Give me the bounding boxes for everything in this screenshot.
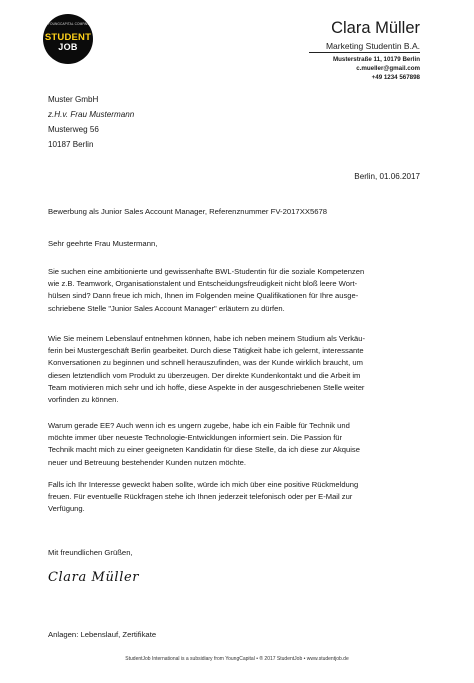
paragraph-line: Verfügung. (48, 504, 85, 514)
paragraph-line: freuen. Für eventuelle Rückfragen stehe ich Ihnen jederzeit telefonisch oder per E-Mail zur (48, 492, 353, 502)
paragraph-motivation (48, 420, 432, 469)
sender-email: c.mueller@gmail.com (356, 65, 420, 72)
recipient-city: 10187 Berlin (48, 140, 94, 149)
paragraph-line: neuer und Betreuung bestehender Kunden nutzen möchte. (48, 457, 247, 467)
paragraph-line: Wie Sie meinem Lebenslauf entnehmen können, habe ich neben meinem Studium als Verkäu- (48, 334, 366, 343)
recipient-company: Muster GmbH (48, 95, 99, 104)
paragraph-line: Sie suchen eine ambitionierte und gewissenhafte BWL-Studentin für die soziale Kompetenzen (48, 267, 365, 276)
logo-word-job: JOB (58, 42, 78, 52)
sender-phone: +49 1234 567898 (371, 74, 420, 81)
sender-divider (309, 52, 420, 53)
paragraph-line: diesen letztendlich vom Produkt zu überzeugen. Der direkte Kundenkontakt und die Arbeit im (48, 370, 361, 380)
paragraph-line: ferin bei Mustergeschäft Berlin gearbeitet. Durch diese Tätigkeit habe ich gelernt, interessante (48, 346, 364, 356)
paragraph-line: Team motivieren mich sehr und ich hoffe, diese Aspekte in der ausgeschriebenen Stelle weiter (48, 382, 365, 392)
paragraph-experience (48, 333, 432, 406)
paragraph-line: Warum gerade EE? Auch wenn ich es ungern zugebe, habe ich ein Faible für Technik und (48, 421, 350, 430)
paragraph-intro (48, 266, 432, 315)
letter-subject: Bewerbung als Junior Sales Account Manager, Referenznummer FV-2017XX5678 (48, 207, 328, 216)
page-footer: StudentJob International is a subsidiary from YoungCapital • ® 2017 StudentJob • www.studentjob.de (125, 656, 349, 662)
paragraph-line: Falls ich Ihr Interesse geweckt haben sollte, würde ich mich über eine positive Rückmeldung (48, 480, 359, 489)
paragraph-line: Technik macht mich zu einer geeigneten Kandidatin für diese Stelle, da ich diese zur Akquise (48, 445, 360, 455)
paragraph-line: wie z.B. Teamwork, Organisationstalent und Entscheidungsfreudigkeit nicht bloß leere Wort- (48, 279, 358, 289)
sender-title: Marketing Studentin B.A. (325, 41, 420, 51)
letter-date: Berlin, 01.06.2017 (354, 172, 420, 181)
studentjob-logo (43, 14, 93, 64)
paragraph-line: schriebene Stelle "Junior Sales Account Manager" erläutern zu dürfen. (48, 303, 285, 313)
salutation: Sehr geehrte Frau Mustermann, (48, 239, 158, 248)
paragraph-line: Konversationen zu beginnen und schnell herauszufinden, was der Kunde wirklich braucht, um (48, 358, 363, 368)
paragraph-line: hülsen sind? Dann freue ich mich, Ihnen im Folgenden meine Qualifikationen für Ihre ausge- (48, 291, 359, 301)
paragraph-line: möchte immer über neueste Technologie-Entwicklungen informiert sein. Die Passion für (48, 433, 343, 443)
closing-formula: Mit freundlichen Grüßen, (48, 548, 133, 557)
sender-street: Musterstraße 11, 10179 Berlin (332, 56, 420, 63)
sender-name: Clara Müller (331, 19, 420, 37)
logo-word-student: STUDENT (44, 32, 92, 43)
handwritten-signature: Clara Müller (48, 570, 140, 585)
paragraph-closing (48, 479, 432, 516)
paragraph-line: vorfinden zu können. (48, 395, 119, 405)
attachments-line: Anlagen: Lebenslauf, Zertifikate (48, 630, 157, 639)
recipient-street: Musterweg 56 (48, 125, 99, 134)
logo-tagline: A YOUNGCAPITAL COMPANY (44, 22, 92, 26)
recipient-attention: z.H.v. Frau Mustermann (48, 110, 135, 119)
